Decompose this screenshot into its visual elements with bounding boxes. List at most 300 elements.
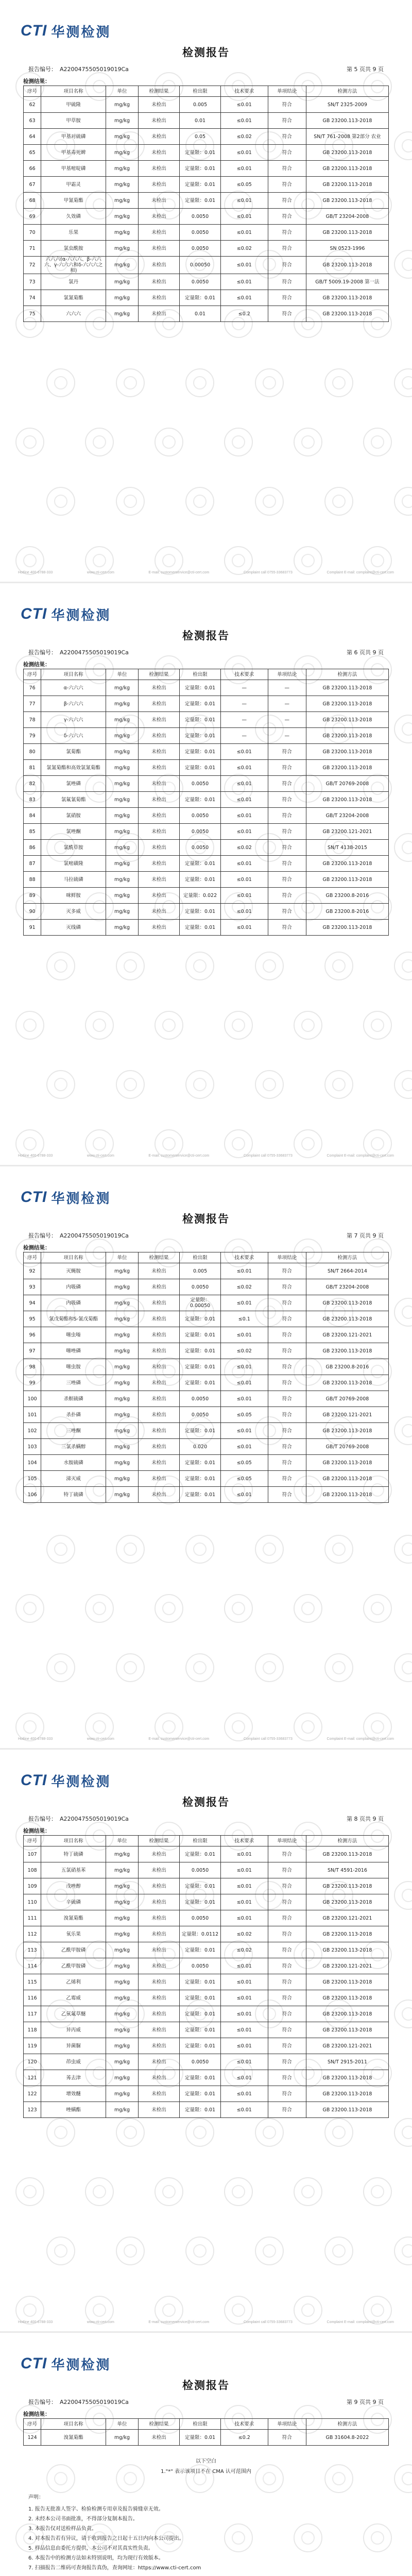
cell-verdict: 符合 [268, 1878, 306, 1894]
footer-complaint: Complaint call 0755-33683773 [243, 1737, 293, 1741]
cell-result: 未检出 [138, 1487, 179, 1503]
cell-no: 103 [24, 1439, 41, 1455]
watermark-seal-icon [116, 1535, 145, 1564]
cell-no: 98 [24, 1359, 41, 1375]
cell-lod: 定量限：0.01 [180, 2070, 221, 2086]
column-header: 序号 [24, 86, 41, 97]
watermark-seal-icon [46, 368, 75, 397]
cell-no: 92 [24, 1263, 41, 1279]
cell-name: 氯菊酯 [41, 744, 106, 760]
cell-unit: mg/kg [106, 1958, 139, 1974]
column-header: 检出限 [180, 86, 221, 97]
cell-lod: 0.005 [180, 1263, 221, 1279]
cell-method: GB 23200.113-2018 [306, 1990, 388, 2006]
cell-lod: 0.0050 [180, 840, 221, 856]
watermark-seal-icon [224, 428, 253, 456]
table-row [24, 1263, 389, 1279]
cell-req: ≤0.01 [221, 1359, 268, 1375]
table-row [24, 888, 389, 904]
column-header: 单位 [106, 86, 139, 97]
table-row [24, 696, 389, 712]
footer-email: E-mail: customerservice@cti-cert.com [148, 2320, 210, 2324]
cell-unit: mg/kg [106, 306, 139, 322]
cell-unit: mg/kg [106, 97, 139, 113]
cell-method: GB 23200.113-2018 [306, 712, 388, 728]
cell-verdict: 符合 [268, 193, 306, 209]
cell-no: 108 [24, 1862, 41, 1878]
cell-no: 77 [24, 696, 41, 712]
cell-req: ≤0.01 [221, 776, 268, 792]
cell-req: ≤0.01 [221, 193, 268, 209]
cell-no: 107 [24, 1846, 41, 1862]
cell-unit: mg/kg [106, 872, 139, 888]
note-item: 2. 未经本公司书面批准，不得部分复制本报告。 [28, 2516, 138, 2522]
cell-no: 121 [24, 2070, 41, 2086]
results-table [23, 86, 389, 322]
cell-lod: 0.0050 [180, 1862, 221, 1878]
cell-method: GB/T 23204-2008 [306, 209, 388, 225]
cell-name: 氯嘧磺隆 [41, 856, 106, 872]
cell-verdict: 符合 [268, 776, 306, 792]
cell-method: GB 23200.113-2018 [306, 728, 388, 744]
results-label: 检测结果： [23, 1828, 50, 1834]
report-number-label: 报告编号： [28, 1816, 57, 1822]
watermark-seal-icon [185, 1535, 214, 1564]
report-number: A2200475505019019Ca [60, 1232, 129, 1239]
cell-verdict: 符合 [268, 1846, 306, 1862]
cell-name: 氯唑磷 [41, 776, 106, 792]
company-logo [21, 604, 111, 624]
cell-verdict: 符合 [268, 306, 306, 322]
cell-req: ≤0.01 [221, 1894, 268, 1910]
cell-result: 未检出 [138, 1279, 179, 1295]
cell-req: ≤0.01 [221, 1263, 268, 1279]
cell-req: ≤0.01 [221, 904, 268, 920]
cell-method: GB 23200.113-2018 [306, 2022, 388, 2038]
cell-no: 111 [24, 1910, 41, 1926]
cell-name: 三唑酮 [41, 1423, 106, 1439]
cell-unit: mg/kg [106, 257, 139, 274]
cell-result: 未检出 [138, 2070, 179, 2086]
cell-no: 124 [24, 2430, 41, 2446]
cell-unit: mg/kg [106, 1471, 139, 1487]
table-header-row [24, 2419, 389, 2430]
cell-name: 异丙威 [41, 2022, 106, 2038]
company-logo [21, 2353, 111, 2374]
cell-result: 未检出 [138, 1327, 179, 1343]
results-table [23, 669, 389, 936]
watermark-seal-icon [85, 2177, 114, 2206]
cell-lod: 定量限：0.01 [180, 920, 221, 936]
cell-req: ≤0.01 [221, 113, 268, 129]
table-row [24, 1942, 389, 1958]
footer-email: E-mail: customerservice@cti-cert.com [148, 1154, 210, 1158]
cell-req: ≤0.01 [221, 1375, 268, 1391]
watermark-seal-icon [324, 2236, 353, 2265]
cell-req: ≤0.01 [221, 1439, 268, 1455]
watermark-seal-icon [85, 428, 114, 456]
watermark-seal-icon [394, 131, 412, 160]
watermark-seal-icon [224, 2177, 253, 2206]
cell-method: GB 23200.113-2018 [306, 872, 388, 888]
cell-unit: mg/kg [106, 1862, 139, 1878]
report-title: 检测报告 [182, 1796, 230, 1808]
table-row [24, 2054, 389, 2070]
note-item: 1. 报告无批准人签字、检验检测专用章及报告骑缝章无效。 [28, 2506, 164, 2512]
cell-result: 未检出 [138, 1910, 179, 1926]
table-row [24, 1974, 389, 1990]
cell-result: 未检出 [138, 145, 179, 161]
cell-unit: mg/kg [106, 1910, 139, 1926]
cell-result: 未检出 [138, 1439, 179, 1455]
cell-lod: 定量限：0.01 [180, 1343, 221, 1359]
cell-name: 久效磷 [41, 209, 106, 225]
column-header: 单位 [106, 669, 139, 680]
cell-lod: 定量限：0.01 [180, 744, 221, 760]
cell-name: 噻唑磷 [41, 1343, 106, 1359]
cell-lod: 定量限：0.01 [180, 1990, 221, 2006]
watermark-seal-icon [394, 1881, 412, 1910]
cell-unit: mg/kg [106, 2006, 139, 2022]
cell-lod: 0.0050 [180, 776, 221, 792]
cell-no: 112 [24, 1926, 41, 1942]
cell-result: 未检出 [138, 241, 179, 257]
cell-req: ≤0.01 [221, 856, 268, 872]
cell-method: SN 0523-1996 [306, 241, 388, 257]
cell-unit: mg/kg [106, 904, 139, 920]
watermark-seal-icon [394, 1535, 412, 1564]
cell-lod: 定量限：0.01 [180, 728, 221, 744]
cell-result: 未检出 [138, 1974, 179, 1990]
watermark-seal-icon [255, 2118, 284, 2147]
cell-name: δ-六六六 [41, 728, 106, 744]
cell-verdict: 符合 [268, 840, 306, 856]
cell-method: SN/T 2915-2011 [306, 2054, 388, 2070]
cell-result: 未检出 [138, 1942, 179, 1958]
cell-no: 95 [24, 1311, 41, 1327]
cell-no: 64 [24, 129, 41, 145]
cell-req: ≤0.01 [221, 97, 268, 113]
cell-name: 辛硫磷 [41, 1894, 106, 1910]
cell-unit: mg/kg [106, 1279, 139, 1295]
cell-no: 79 [24, 728, 41, 744]
watermark-seal-icon [46, 952, 75, 980]
cell-no: 86 [24, 840, 41, 856]
cell-verdict: 符合 [268, 241, 306, 257]
cell-no: 82 [24, 776, 41, 792]
table-row [24, 792, 389, 808]
table-row [24, 2430, 389, 2446]
cell-name: 涕灭威 [41, 1471, 106, 1487]
cell-lod: 定量限：0.01 [180, 680, 221, 696]
table-row [24, 776, 389, 792]
results-label: 检测结果： [23, 662, 50, 668]
table-row [24, 129, 389, 145]
cell-name: β-六六六 [41, 696, 106, 712]
cell-name: 灭线磷 [41, 920, 106, 936]
cell-unit: mg/kg [106, 920, 139, 936]
cell-result: 未检出 [138, 1407, 179, 1423]
cell-method: GB 23200.113-2018 [306, 680, 388, 696]
cell-verdict: 符合 [268, 1439, 306, 1455]
cell-unit: mg/kg [106, 1439, 139, 1455]
watermark-seal-icon [154, 2177, 183, 2206]
table-row [24, 2006, 389, 2022]
cell-no: 65 [24, 145, 41, 161]
cell-name: 杀扑磷 [41, 1407, 106, 1423]
watermark-seal-icon [15, 428, 44, 456]
cell-req: ≤0.01 [221, 824, 268, 840]
cell-lod: 0.0050 [180, 209, 221, 225]
watermark-seal-icon [46, 2118, 75, 2147]
cell-lod: 定量限：0.01 [180, 760, 221, 776]
column-header: 单项结论 [268, 669, 306, 680]
cell-lod: 0.0050 [180, 1407, 221, 1423]
column-header: 项目名称 [41, 86, 106, 97]
cell-result: 未检出 [138, 2430, 179, 2446]
cell-no: 73 [24, 274, 41, 290]
cell-method: GB 23200.113-2018 [306, 1423, 388, 1439]
cell-unit: mg/kg [106, 1974, 139, 1990]
company-logo [21, 1187, 111, 1208]
cell-no: 76 [24, 680, 41, 696]
cell-lod: 定量限：0.01 [180, 2102, 221, 2118]
cell-no: 84 [24, 808, 41, 824]
cell-verdict: — [268, 712, 306, 728]
cell-result: 未检出 [138, 1471, 179, 1487]
watermark-seal-icon [46, 2236, 75, 2265]
cell-lod: 定量限：0.01 [180, 2006, 221, 2022]
watermark-seal-icon [154, 428, 183, 456]
cell-method: GB 23200.8-2016 [306, 888, 388, 904]
cell-verdict: 符合 [268, 274, 306, 290]
table-row [24, 840, 389, 856]
report-number-label: 报告编号： [28, 66, 57, 73]
report-meta [28, 65, 384, 73]
cell-verdict: — [268, 680, 306, 696]
cell-verdict: 符合 [268, 129, 306, 145]
cell-unit: mg/kg [106, 274, 139, 290]
cell-result: 未检出 [138, 113, 179, 129]
cell-lod: 定量限：0.01 [180, 1487, 221, 1503]
cell-lod: 定量限：0.01 [180, 1894, 221, 1910]
watermark-seal-icon [324, 368, 353, 397]
table-row [24, 1455, 389, 1471]
cell-req: ≤0.01 [221, 2102, 268, 2118]
cell-method: GB/T 20769-2008 [306, 1439, 388, 1455]
cell-lod: 定量限：0.01 [180, 856, 221, 872]
cell-unit: mg/kg [106, 1263, 139, 1279]
cell-unit: mg/kg [106, 728, 139, 744]
cell-name: 噻虫嗪 [41, 1327, 106, 1343]
cell-req: ≤0.01 [221, 209, 268, 225]
cell-verdict: 符合 [268, 2102, 306, 2118]
cell-result: 未检出 [138, 193, 179, 209]
watermark-seal-icon [255, 1653, 284, 1682]
report-number: A2200475505019019Ca [60, 1816, 129, 1822]
logo-latin: CTI [21, 1189, 47, 1206]
column-header: 技术要求 [221, 86, 268, 97]
note-item: 4. 对本报告若有异议，请于收到报告之日起十五日内向本公司提出。 [28, 2536, 184, 2541]
cell-method: GB/T 5009.19-2008 第一法 [306, 274, 388, 290]
cell-verdict: 符合 [268, 2430, 306, 2446]
logo-chinese: 华测检测 [51, 607, 111, 623]
column-header: 单项结论 [268, 2419, 306, 2430]
cell-unit: mg/kg [106, 1990, 139, 2006]
cell-req: ≤0.01 [221, 1990, 268, 2006]
page-number: 第 7 页共 9 页 [347, 1232, 384, 1239]
table-row [24, 1343, 389, 1359]
table-row [24, 1391, 389, 1407]
results-label: 检测结果： [23, 78, 50, 84]
cell-req: ≤0.05 [221, 1455, 268, 1471]
cell-method: GB 23200.113-2018 [306, 306, 388, 322]
cell-name: 内吸磷 [41, 1279, 106, 1295]
table-row [24, 1375, 389, 1391]
column-header: 检测方法 [306, 1252, 388, 1263]
cell-method: GB 23200.113-2018 [306, 1471, 388, 1487]
cell-no: 99 [24, 1375, 41, 1391]
table-row [24, 1439, 389, 1455]
cell-name: 乙烯利 [41, 1974, 106, 1990]
cell-verdict: 符合 [268, 290, 306, 306]
cell-verdict: 符合 [268, 1423, 306, 1439]
column-header: 检测结果 [138, 1252, 179, 1263]
footer-complaint: Complaint call 0755-33683773 [243, 571, 293, 574]
cell-result: 未检出 [138, 856, 179, 872]
cell-req: ≤0.05 [221, 177, 268, 193]
cell-name: 氯氰菊酯和高效氯氰菊酯 [41, 760, 106, 776]
cell-method: GB 23200.121-2021 [306, 1407, 388, 1423]
cell-result: 未检出 [138, 1391, 179, 1407]
cell-result: 未检出 [138, 904, 179, 920]
table-row [24, 1279, 389, 1295]
watermark-seal-icon [154, 1594, 183, 1623]
cell-method: GB 23200.113-2018 [306, 2070, 388, 2086]
cell-method: GB/T 20769-2008 [306, 776, 388, 792]
cell-no: 123 [24, 2102, 41, 2118]
cell-unit: mg/kg [106, 840, 139, 856]
cell-verdict: 符合 [268, 1926, 306, 1942]
watermark-seal-icon [294, 1011, 322, 1040]
note-item: 3. 本报告仅对送检样品负责。 [28, 2526, 97, 2532]
cell-no: 80 [24, 744, 41, 760]
cell-method: GB 31604.8-2022 [306, 2430, 388, 2446]
cell-unit: mg/kg [106, 290, 139, 306]
report-number: A2200475505019019Ca [60, 2399, 129, 2405]
cell-unit: mg/kg [106, 1942, 139, 1958]
cell-no: 83 [24, 792, 41, 808]
report-page [0, 0, 412, 583]
cell-method: GB 23200.113-2018 [306, 1974, 388, 1990]
cell-result: 未检出 [138, 2086, 179, 2102]
logo-latin: CTI [21, 22, 47, 39]
report-meta [28, 2398, 384, 2406]
cell-name: 乙氧氟草醚 [41, 2006, 106, 2022]
cell-method: GB 23200.113-2018 [306, 193, 388, 209]
cell-name: 噻虫胺 [41, 1359, 106, 1375]
cell-result: 未检出 [138, 712, 179, 728]
cell-lod: 定量限：0.022 [180, 888, 221, 904]
cell-no: 75 [24, 306, 41, 322]
statement-notes [28, 2493, 384, 2573]
cell-verdict: 符合 [268, 1942, 306, 1958]
cell-result: 未检出 [138, 872, 179, 888]
cell-lod: 定量限：0.01 [180, 290, 221, 306]
cell-result: 未检出 [138, 1359, 179, 1375]
table-row [24, 680, 389, 696]
cell-name: 六六六 [41, 306, 106, 322]
cell-req: ≤0.01 [221, 1846, 268, 1862]
watermark-seal-icon [394, 1653, 412, 1682]
cell-unit: mg/kg [106, 161, 139, 177]
footer-cmpl_email: Complaint E-mail: complaint@cti-cert.com [327, 2320, 394, 2324]
cell-no: 100 [24, 1391, 41, 1407]
report-number: A2200475505019019Ca [60, 649, 129, 656]
cell-result: 未检出 [138, 744, 179, 760]
cell-req: ≤0.05 [221, 1407, 268, 1423]
cell-lod: 定量限：0.01 [180, 2022, 221, 2038]
cell-verdict: 符合 [268, 2038, 306, 2054]
cell-unit: mg/kg [106, 1343, 139, 1359]
table-header-row [24, 1252, 389, 1263]
cell-no: 96 [24, 1327, 41, 1343]
footer-email: E-mail: customerservice@cti-cert.com [148, 1737, 210, 1741]
cell-verdict: 符合 [268, 920, 306, 936]
cell-method: GB 23200.113-2018 [306, 1375, 388, 1391]
cell-no: 97 [24, 1343, 41, 1359]
page-number: 第 8 页共 9 页 [347, 1816, 384, 1822]
cell-lod: 0.005 [180, 97, 221, 113]
cell-unit: mg/kg [106, 1894, 139, 1910]
cell-method: GB 23200.113-2018 [306, 1878, 388, 1894]
cell-no: 78 [24, 712, 41, 728]
column-header: 序号 [24, 2419, 41, 2430]
table-header-row [24, 669, 389, 680]
cell-no: 85 [24, 824, 41, 840]
blank-below-note: 以下空白 [196, 2459, 216, 2464]
cell-unit: mg/kg [106, 744, 139, 760]
table-row [24, 2070, 389, 2086]
watermark-seal-icon [224, 1011, 253, 1040]
table-row [24, 145, 389, 161]
cell-lod: 定量限：0.01 [180, 2038, 221, 2054]
cell-name: 水胺硫磷 [41, 1455, 106, 1471]
footer-web: www.cti-cert.com [87, 571, 114, 574]
column-header: 检测结果 [138, 2419, 179, 2430]
cell-no: 74 [24, 290, 41, 306]
logo-latin: CTI [21, 2355, 47, 2372]
report-page [0, 2333, 412, 2576]
cell-req: ≤0.01 [221, 274, 268, 290]
cell-lod: 0.05 [180, 129, 221, 145]
watermark-seal-icon [255, 952, 284, 980]
cell-verdict: 符合 [268, 744, 306, 760]
table-row [24, 1471, 389, 1487]
table-row [24, 1958, 389, 1974]
column-header: 单项结论 [268, 1836, 306, 1846]
cell-method: GB 23200.113-2018 [306, 113, 388, 129]
cell-method: SN/T 4591-2016 [306, 1862, 388, 1878]
cell-unit: mg/kg [106, 1311, 139, 1327]
cell-verdict: 符合 [268, 97, 306, 113]
footer-complaint: Complaint call 0755-33683773 [243, 1154, 293, 1158]
cell-name: 甲硫隆 [41, 97, 106, 113]
cell-verdict: 符合 [268, 2070, 306, 2086]
cell-verdict: 符合 [268, 1311, 306, 1327]
cell-name: 氯酰草胺 [41, 840, 106, 856]
cell-lod: 0.0050 [180, 274, 221, 290]
